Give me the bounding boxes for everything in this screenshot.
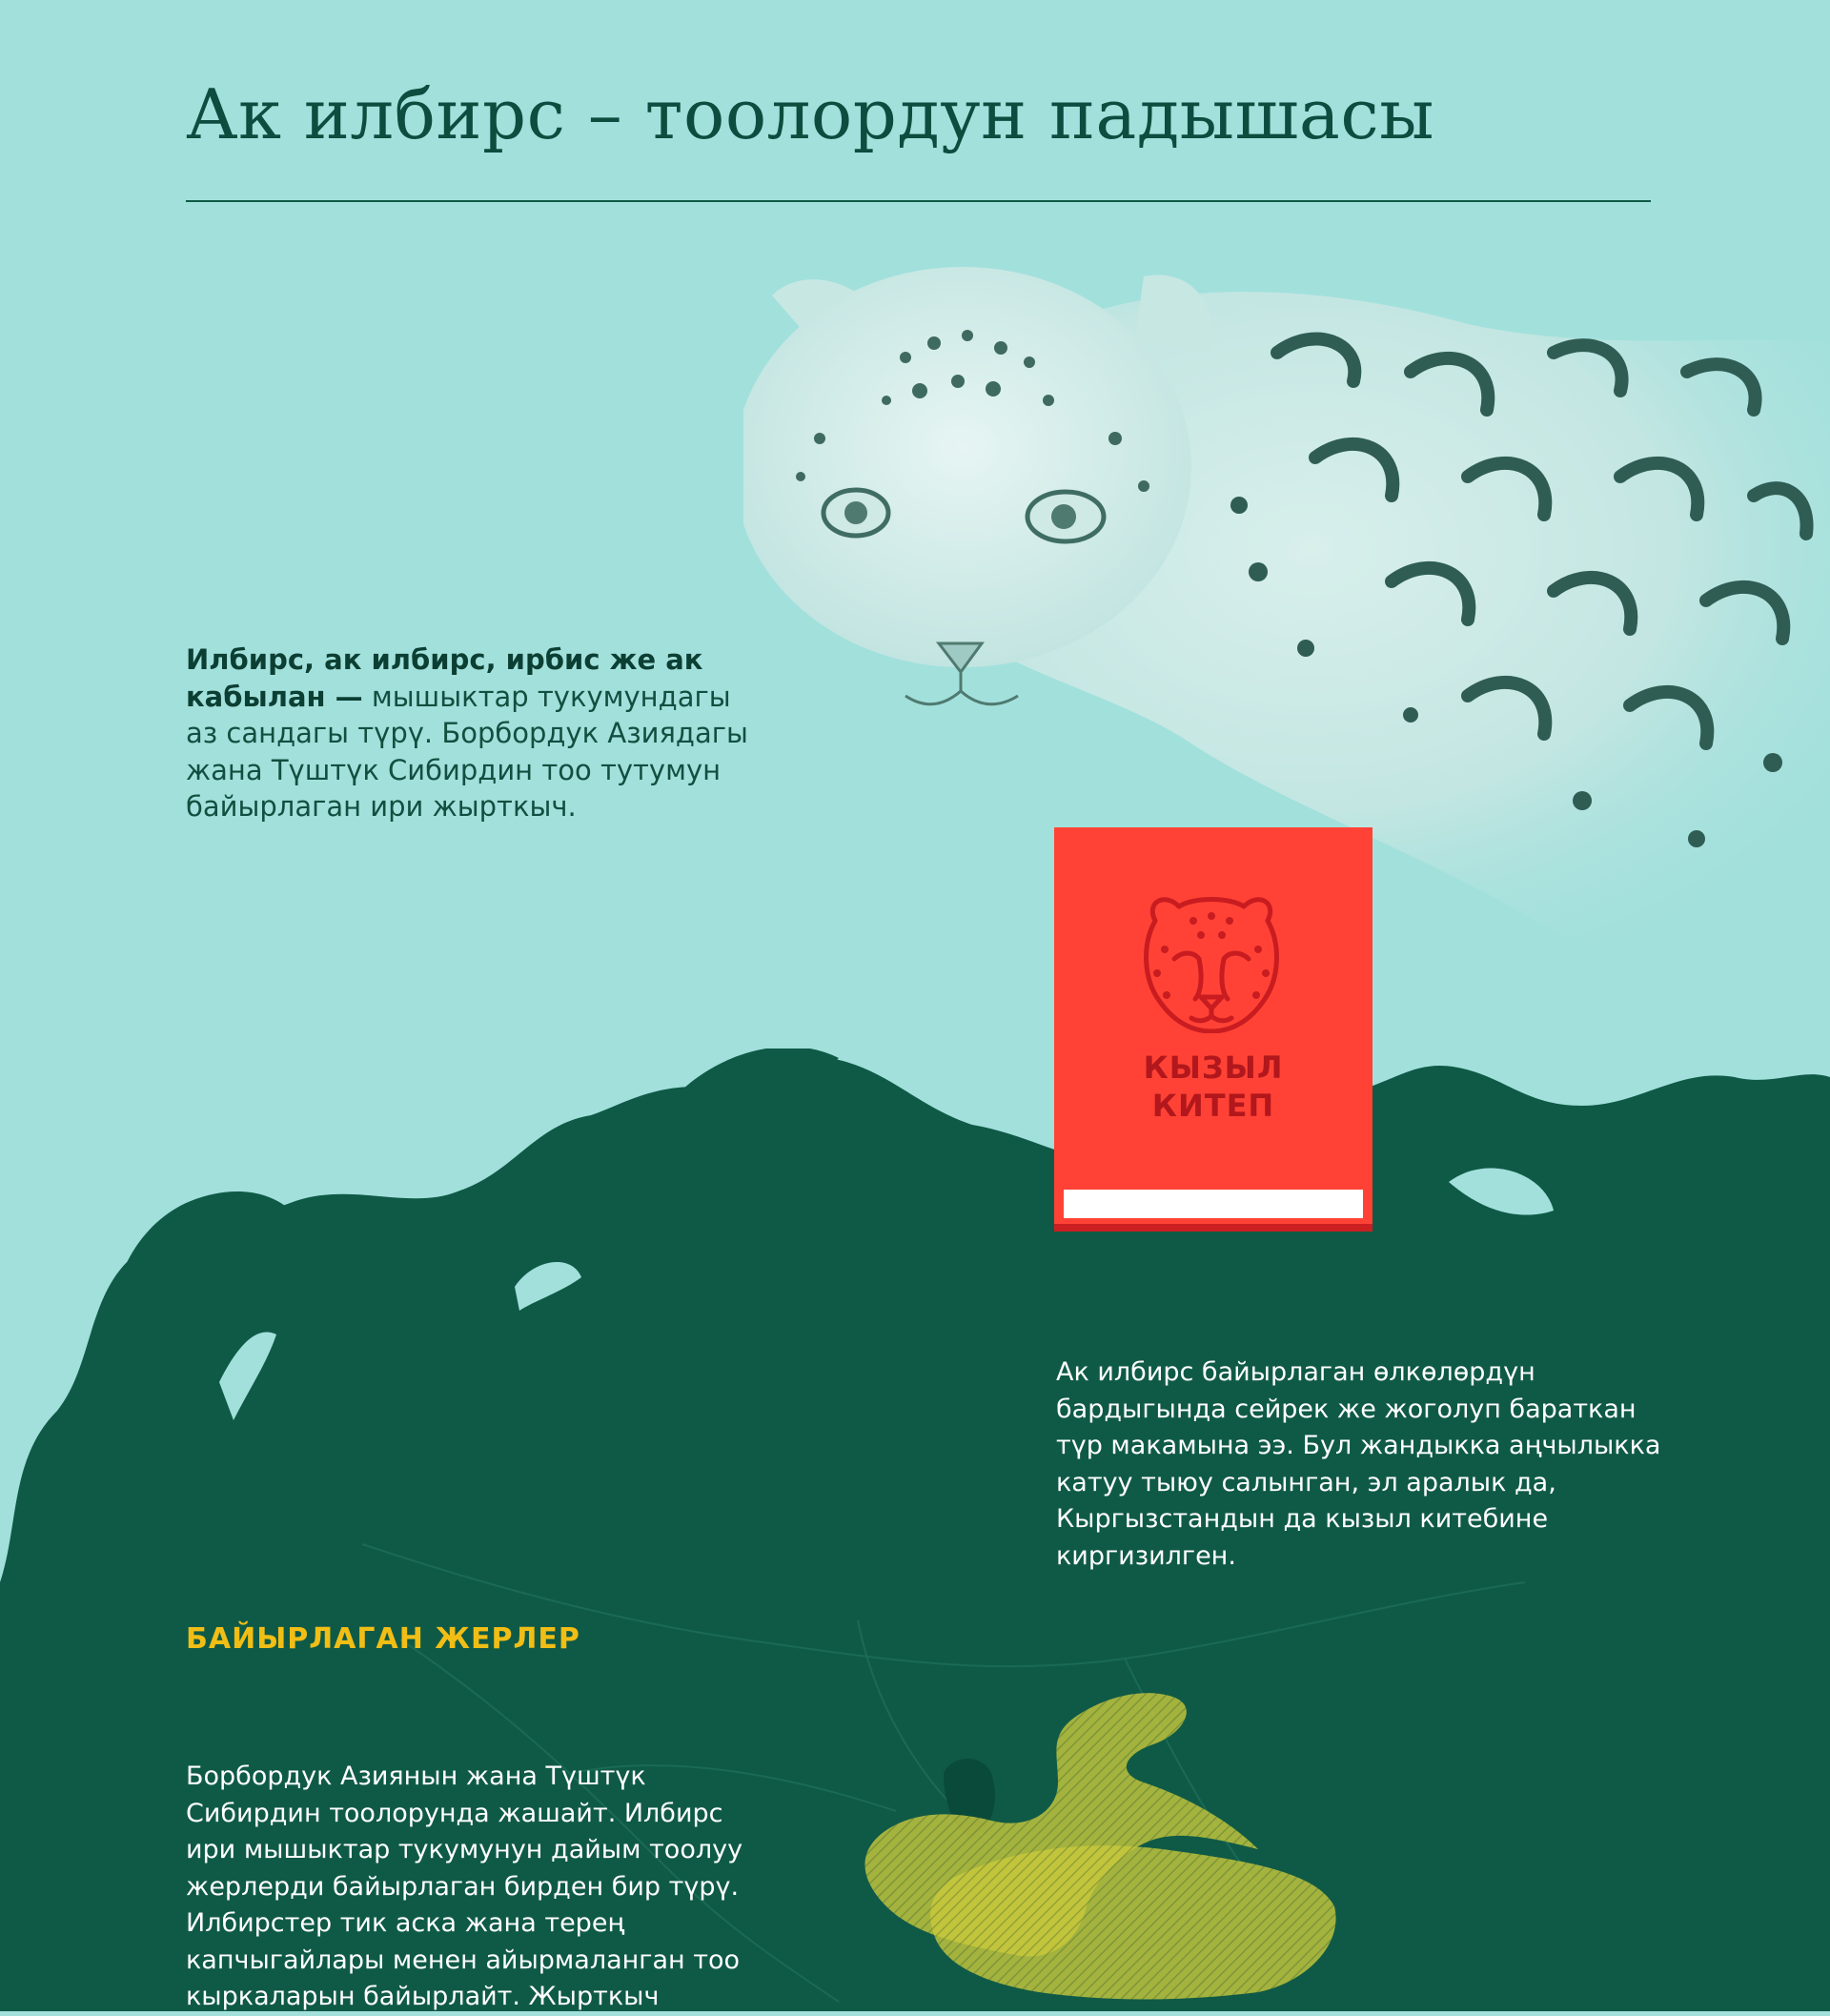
leopard-head-icon (1136, 892, 1287, 1033)
red-book-badge (1054, 827, 1372, 1232)
page-title: Ак илбирс – тоолордун падышасы (186, 74, 1434, 154)
red-book-label (1054, 1049, 1372, 1125)
intro-lead: Илбирс, ак илбирс, ирбис же ак кабылан — (186, 643, 703, 713)
intro-body: мышыктар тукумундагы аз сандагы түрү. Борбордук Азиядагы жана Түштүк Сибирдин тоо тутумун байырлаган ири жырткыч. (186, 680, 748, 823)
intro-text (186, 641, 767, 825)
red-book-label-line1: КЫЗЫЛ (1143, 1049, 1284, 1086)
habitat-heading: БАЙЫРЛАГАН ЖЕРЛЕР (186, 1622, 580, 1656)
red-book-pages (1064, 1190, 1363, 1218)
habitat-text: Борбордук Азиянын жана Түштүк Сибирдин тоолорунда жашайт. Илбирс ири мышыктар тукумунун дайым тоолуу жерлерди байырлаган бирден бир түрү. Илбирстер тик аска жана терең капчыгайлары менен айырмаланган тоо кыркаларын байырлайт. Жырткыч (186, 1761, 743, 2011)
title-divider (186, 200, 1651, 202)
red-book-label-line2: КИТЕП (1151, 1088, 1275, 1124)
conservation-status-text: Ак илбирс байырлаган өлкөлөрдүн бардыгында сейрек же жоголуп бараткан түр макамына ээ. Бул жандыкка аңчылыкка катуу тыюу салынган, эл аралык да, Кыргызстандын да кызыл китебине киргизилген. (1056, 1357, 1661, 1571)
